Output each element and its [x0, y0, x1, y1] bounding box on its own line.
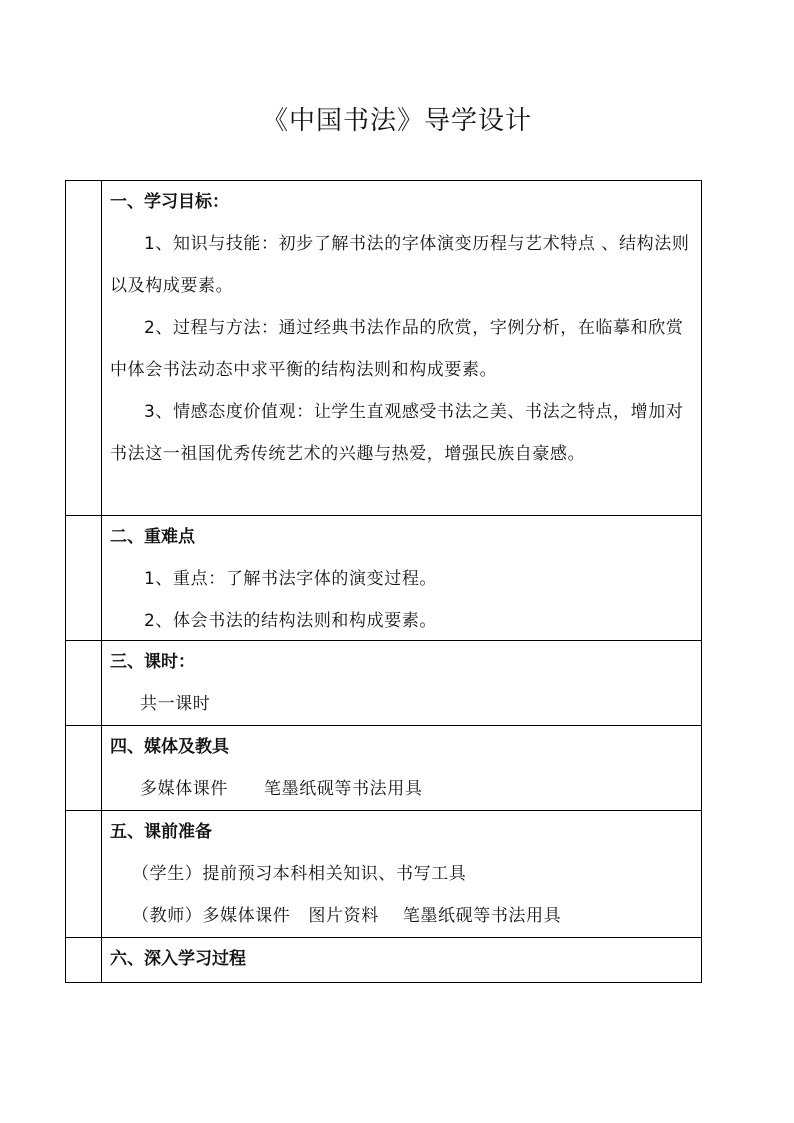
key-point-2: 2、体会书法的结构法则和构成要素。	[144, 611, 438, 631]
table-left-cell	[66, 641, 102, 725]
table-row-learning-process	[66, 937, 701, 982]
table-row-class-hours	[66, 640, 701, 725]
section-heading-media-tools: 四、媒体及教具	[110, 737, 229, 757]
document-title: 《中国书法》导学设计	[261, 106, 532, 136]
table-right-cell	[102, 938, 701, 982]
media-tools-value: 多媒体课件 笔墨纸砚等书法用具	[140, 779, 423, 799]
section-heading-learning-process: 六、深入学习过程	[110, 949, 246, 969]
table-right-cell	[102, 181, 701, 515]
table-right-cell	[102, 641, 701, 725]
table-left-cell	[66, 516, 102, 640]
table-left-cell	[66, 726, 102, 810]
table-row-preparation	[66, 810, 701, 937]
lesson-plan-table	[65, 180, 702, 983]
table-row-media-tools	[66, 725, 701, 810]
table-row-key-points	[66, 515, 701, 640]
table-right-cell	[102, 516, 701, 640]
key-point-1: 1、重点：了解书法字体的演变过程。	[144, 569, 438, 589]
section-heading-learning-goals: 一、学习目标：	[110, 192, 229, 212]
table-left-cell	[66, 181, 102, 515]
table-right-cell	[102, 811, 701, 937]
goal-process-method: 2、过程与方法：通过经典书法作品的欣赏，字例分析，在临摹和欣赏中体会书法动态中求平衡的结构法则和构成要素。	[110, 318, 684, 380]
preparation-student: （学生）提前预习本科相关知识、书写工具	[132, 864, 467, 884]
goal-emotion-values: 3、情感态度价值观：让学生直观感受书法之美、书法之特点，增加对书法这一祖国优秀传统艺术的兴趣与热爱，增强民族自豪感。	[110, 402, 684, 464]
section-heading-preparation: 五、课前准备	[110, 822, 212, 842]
table-right-cell	[102, 726, 701, 810]
class-hours-value: 共一课时	[140, 694, 211, 714]
section-heading-key-points: 二、重难点	[110, 527, 195, 547]
table-row-learning-goals	[66, 181, 701, 515]
table-left-cell	[66, 811, 102, 937]
section-heading-class-hours: 三、课时：	[110, 652, 195, 672]
goal-knowledge-skill: 1、知识与技能：初步了解书法的字体演变历程与艺术特点 、结构法则以及构成要素。	[110, 234, 690, 296]
table-left-cell	[66, 938, 102, 982]
preparation-teacher: （教师）多媒体课件 图片资料 笔墨纸砚等书法用具	[132, 906, 562, 926]
